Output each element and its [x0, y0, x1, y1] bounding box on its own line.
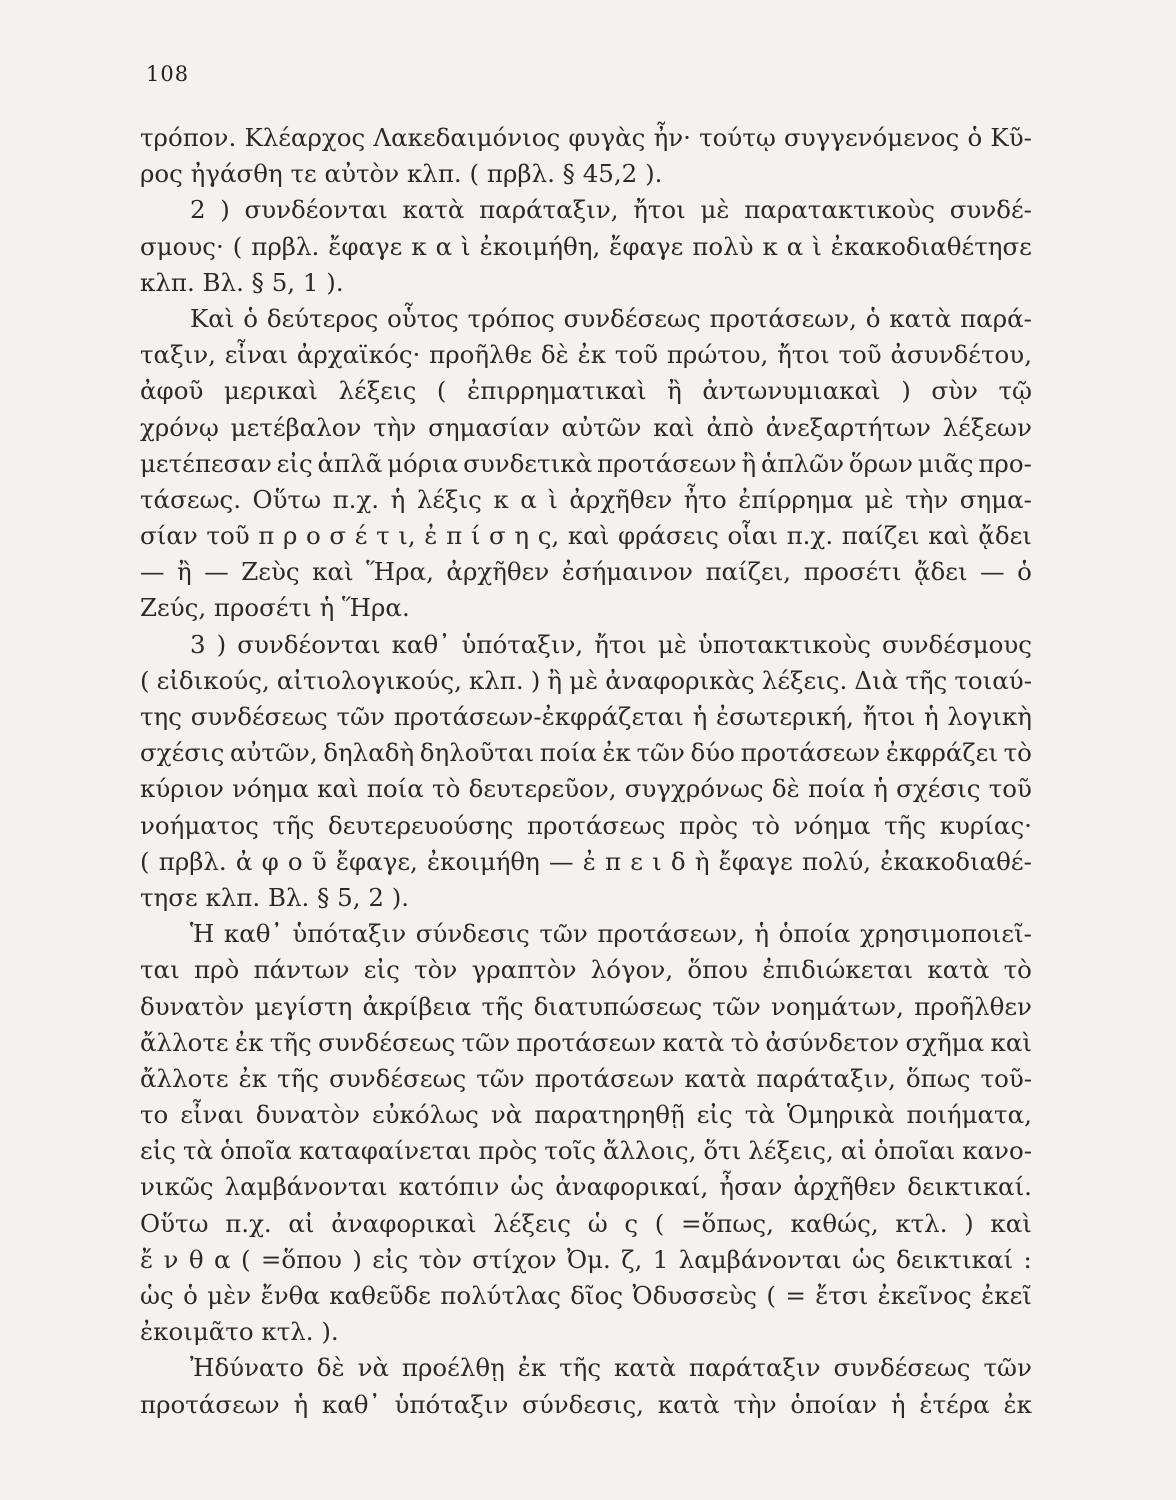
text-line: ἄλλοτε ἐκ τῆς συνδέσεως τῶν προτάσεων κατὰ τὸ ἀσύνδετον σχῆμα καὶ — [140, 1027, 1032, 1057]
text-line: 3 ) συνδέονται καθ᾽ ὑπόταξιν, ἤτοι μὲ ὑποτακτικοὺς συνδέσμους — [190, 629, 1032, 659]
text-line: Καὶ ὁ δεύτερος οὗτος τρόπος συνδέσεως προτάσεων, ὁ κατὰ παρά- — [190, 303, 1032, 333]
text-line: χρόνῳ μετέβαλον τὴν σημασίαν αὐτῶν καὶ ἀπὸ ἀνεξαρτήτων λέξεων — [140, 412, 1032, 442]
text-line: ταξιν, εἶναι ἀρχαϊκός· προῆλθε δὲ ἐκ τοῦ πρώτου, ἤτοι τοῦ ἀσυνδέτου, — [140, 340, 1032, 370]
text-line: σμους· ( πρβλ. ἔφαγε κ α ὶ ἐκοιμήθη, ἔφαγε πολὺ κ α ὶ ἐκακοδιαθέτησε — [140, 231, 1032, 261]
text-line: της συνδέσεως τῶν προτάσεων-ἐκφράζεται ἡ ἐσωτερική, ἤτοι ἡ λογικὴ — [140, 702, 1032, 731]
text-line: σχέσις αὐτῶν, δηλαδὴ δηλοῦται ποία ἐκ τῶν δύο προτάσεων ἐκφράζει τὸ — [140, 738, 1032, 768]
text-line: ἀφοῦ μερικαὶ λέξεις ( ἐπιρρηματικαὶ ἢ ἀντωνυμιακαὶ ) σὺν τῷ — [140, 376, 1032, 406]
page-number: 108 — [146, 62, 190, 86]
text-line: ( εἰδικούς, αἰτιολογικούς, κλπ. ) ἢ μὲ ἀναφορικὰς λέξεις. Διὰ τῆς τοιαύ- — [140, 665, 1032, 695]
text-line: κλπ. Βλ. § 5, 1 ). — [140, 267, 344, 297]
text-line: το εἶναι δυνατὸν εὐκόλως νὰ παρατηρηθῇ εἰς τὰ Ὁμηρικὰ ποιήματα, — [140, 1100, 1032, 1130]
text-line: ται πρὸ πάντων εἰς τὸν γραπτὸν λόγον, ὅπου ἐπιδιώκεται κατὰ τὸ — [140, 955, 1032, 985]
text-line: ρος ἠγάσθη τε αὐτὸν κλπ. ( πρβλ. § 45,2 ). — [140, 159, 663, 189]
text-line: ( πρβλ. ἀ φ ο ῦ ἔφαγε, ἐκοιμήθη — ἐ π ε ι δ ὴ ἔφαγε πολύ, ἐκακοδιαθέ- — [140, 846, 1032, 876]
text-line: — ἢ — Ζεὺς καὶ Ἥρα, ἀρχῆθεν ἐσήμαινον παίζει, προσέτι ᾄδει — ὁ — [140, 557, 1032, 587]
text-line: δυνατὸν μεγίστη ἀκρίβεια τῆς διατυπώσεως τῶν νοημάτων, προῆλθεν — [140, 991, 1032, 1021]
text-line: μετέπεσαν εἰς ἁπλᾶ μόρια συνδετικὰ προτάσεων ἢ ἁπλῶν ὅρων μιᾶς προ- — [140, 448, 1032, 478]
text-line: τησε κλπ. Βλ. § 5, 2 ). — [140, 882, 410, 912]
text-line: Οὕτω π.χ. αἱ ἀναφορικαὶ λέξεις ὡ ς ( =ὅπως, καθώς, κτλ. ) καὶ — [140, 1208, 1032, 1238]
text-line: νοήματος τῆς δευτερευούσης προτάσεως πρὸς τὸ νόημα τῆς κυρίας· — [140, 810, 1032, 840]
text-line: ἐκοιμᾶτο κτλ. ). — [140, 1317, 339, 1347]
text-line: ἄλλοτε ἐκ τῆς συνδέσεως τῶν προτάσεων κατὰ παράταξιν, ὅπως τοῦ- — [140, 1063, 1032, 1093]
text-line: προτάσεων ἡ καθ᾽ ὑπόταξιν σύνδεσις, κατὰ τὴν ὁποίαν ἡ ἑτέρα ἐκ — [140, 1389, 1032, 1419]
text-line: κύριον νόημα καὶ ποία τὸ δευτερεῦον, συγχρόνως δὲ ποία ἡ σχέσις τοῦ — [140, 774, 1032, 804]
text-line: ὡς ὁ μὲν ἔνθα καθεῦδε πολύτλας δῖος Ὀδυσσεὺς ( = ἔτσι ἐκεῖνος ἐκεῖ — [140, 1281, 1032, 1310]
text-line: Ζεύς, προσέτι ἡ Ἥρα. — [140, 593, 410, 623]
text-line: Ἡ καθ᾽ ὑπόταξιν σύνδεσις τῶν προτάσεων, ἡ ὁποία χρησιμοποιεῖ- — [190, 919, 1032, 949]
text-line: τρόπον. Κλέαρχος Λακεδαιμόνιος φυγὰς ἦν· τούτῳ συγγενόμενος ὁ Κῦ- — [140, 123, 1032, 152]
text-line: τάσεως. Οὕτω π.χ. ἡ λέξις κ α ὶ ἀρχῆθεν ἦτο ἐπίρρημα μὲ τὴν σημα- — [140, 484, 1032, 514]
text-line: Ἠδύνατο δὲ νὰ προέλθῃ ἐκ τῆς κατὰ παράταξιν συνδέσεως τῶν — [190, 1353, 1032, 1383]
text-line: εἰς τὰ ὁποῖα καταφαίνεται πρὸς τοῖς ἄλλοις, ὅτι λέξεις, αἱ ὁποῖαι κανο- — [140, 1136, 1032, 1166]
text-line: 2 ) συνδέονται κατὰ παράταξιν, ἤτοι μὲ παρατακτικοὺς συνδέ- — [190, 195, 1032, 225]
text-line: σίαν τοῦ π ρ ο σ έ τ ι, ἐ π ί σ η ς, καὶ φράσεις οἷαι π.χ. παίζει καὶ ᾄδει — [140, 521, 1032, 551]
text-line: ἔ ν θ α ( =ὅπου ) εἰς τὸν στίχον Ὀμ. ζ, 1 λαμβάνονται ὡς δεικτικαί : — [140, 1244, 1032, 1274]
body-text — [140, 120, 1032, 1423]
text-line: νικῶς λαμβάνονται κατόπιν ὡς ἀναφορικαί, ἦσαν ἀρχῆθεν δεικτικαί. — [140, 1172, 1032, 1202]
